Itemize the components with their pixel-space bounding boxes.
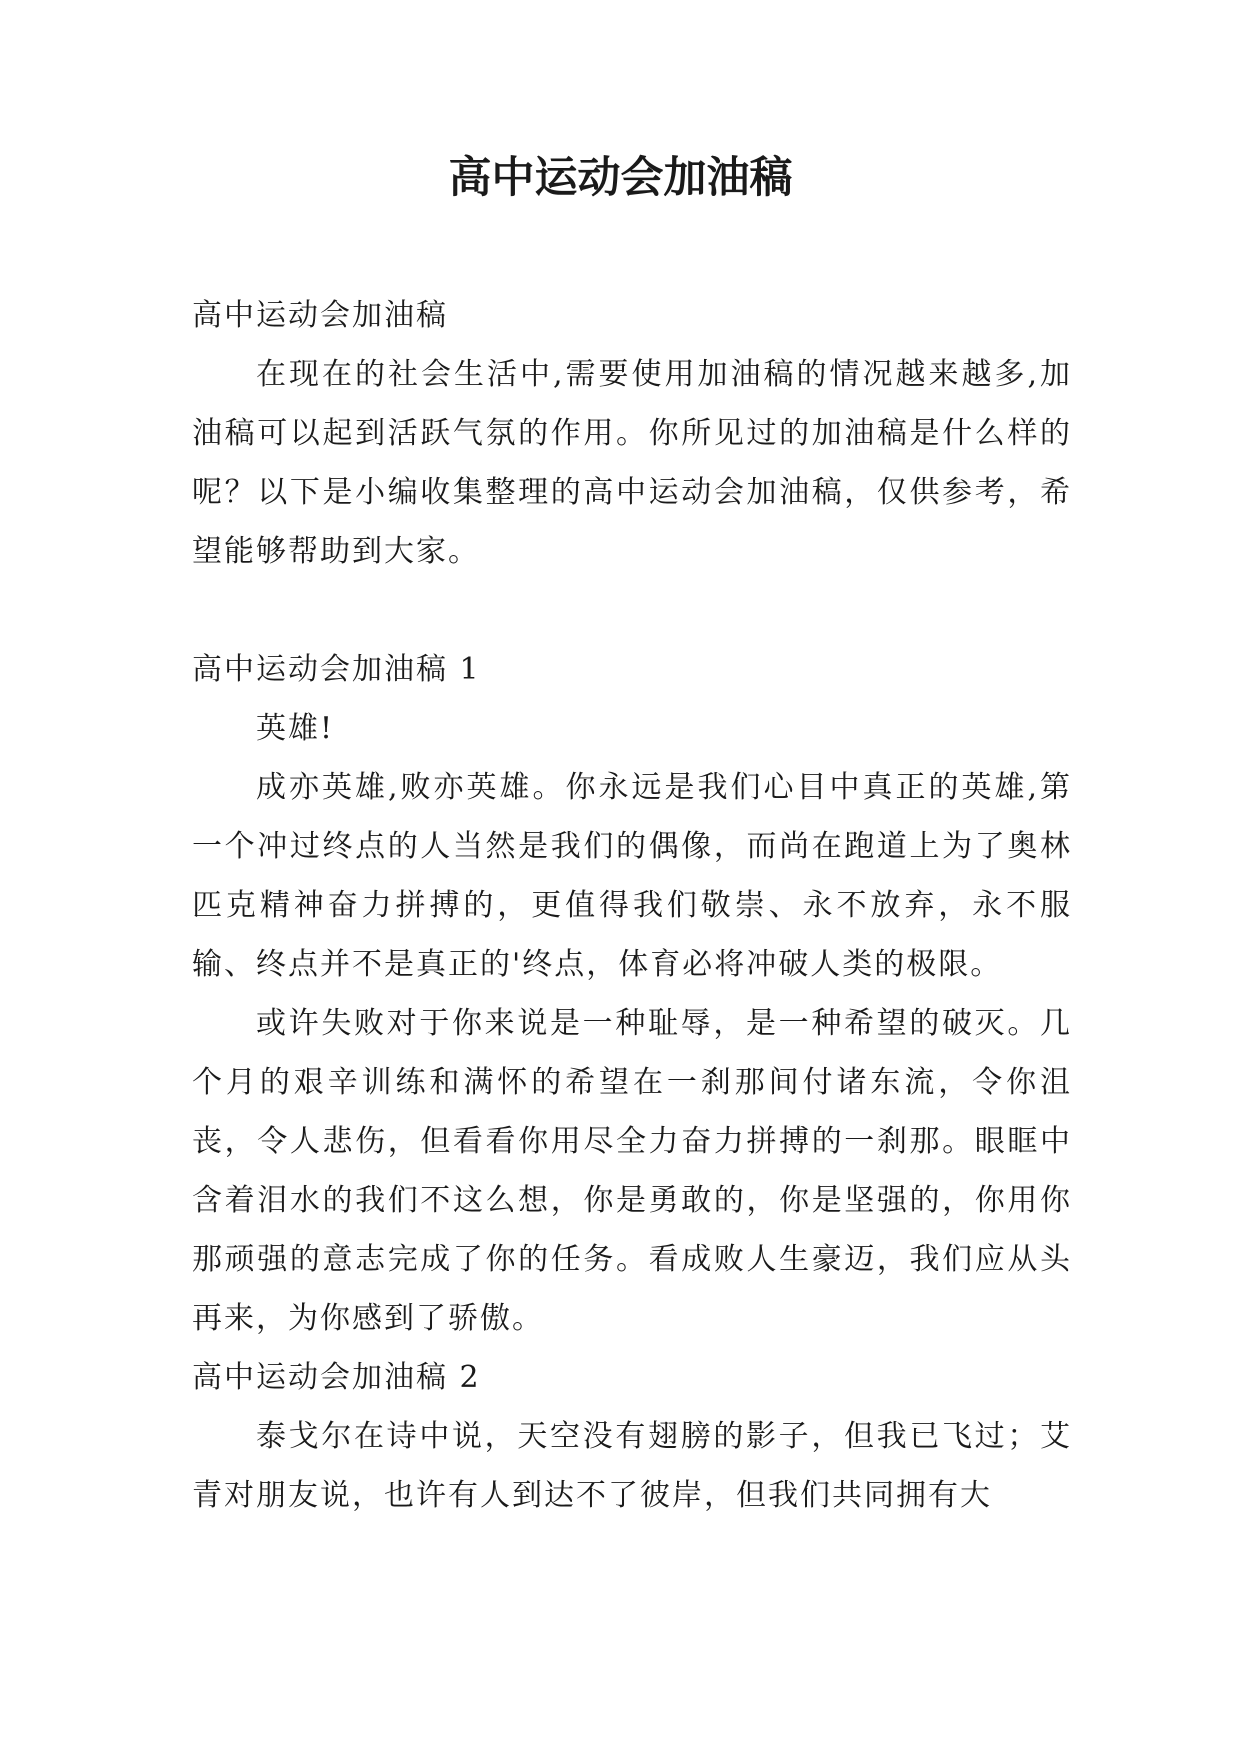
section-2-heading: 高中运动会加油稿 2 xyxy=(192,1360,481,1395)
section-1-heading: 高中运动会加油稿 1 xyxy=(192,652,481,687)
section-spacer xyxy=(192,581,1072,640)
document-title: 高中运动会加油稿 xyxy=(448,153,793,203)
section-2-paragraph-1: 泰戈尔在诗中说，天空没有翅膀的影子，但我已飞过；艾青对朋友说，也许有人到达不了彼岸，但我们共同拥有大 xyxy=(192,1419,1072,1513)
section-1-paragraph-1: 英雄! xyxy=(256,711,335,746)
section-1-paragraph-2: 成亦英雄,败亦英雄。你永远是我们心目中真正的英雄,第一个冲过终点的人当然是我们的偶像，而尚在跑道上为了奥林匹克精神奋力拼搏的，更值得我们敬崇、永不放弃，永不服输、终点并不是真正的'终点，体育必将冲破人类的极限。 xyxy=(192,770,1072,982)
document-body xyxy=(192,286,1072,1525)
intro-heading: 高中运动会加油稿 xyxy=(192,298,448,333)
section-1-paragraph-3: 或许失败对于你来说是一种耻辱，是一种希望的破灭。几个月的艰辛训练和满怀的希望在一刹那间付诸东流，令你沮丧，令人悲伤，但看看你用尽全力奋力拼搏的一刹那。眼眶中含着泪水的我们不这么想，你是勇敢的，你是坚强的，你用你那顽强的意志完成了你的任务。看成败人生豪迈，我们应从头再来，为你感到了骄傲。 xyxy=(192,1006,1072,1336)
intro-paragraph: 在现在的社会生活中,需要使用加油稿的情况越来越多,加油稿可以起到活跃气氛的作用。你所见过的加油稿是什么样的呢？以下是小编收集整理的高中运动会加油稿，仅供参考，希望能够帮助到大家。 xyxy=(192,357,1072,569)
